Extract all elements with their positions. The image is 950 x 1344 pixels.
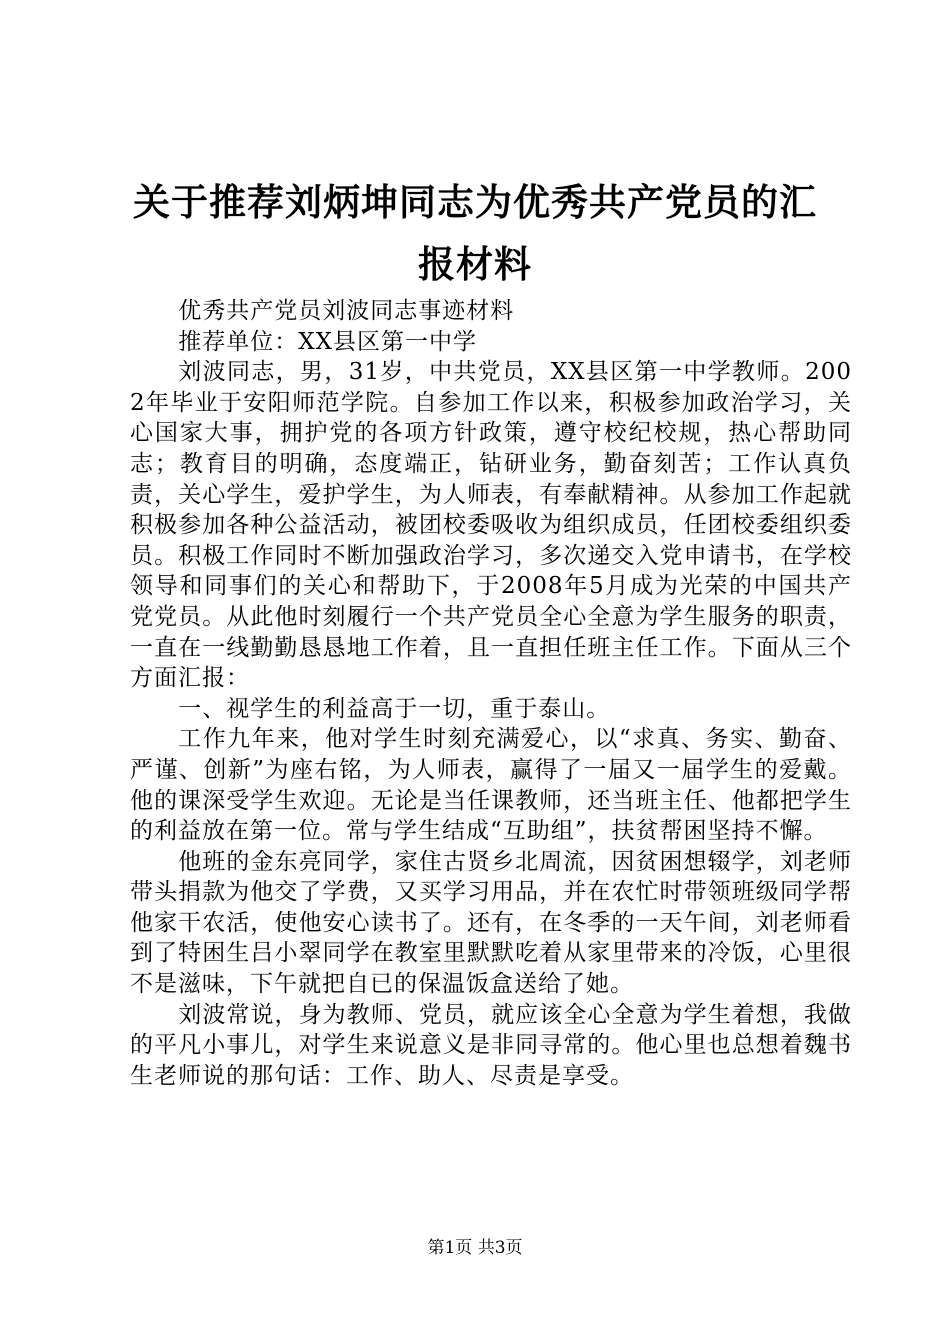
document-title: 关于推荐刘炳坤同志为优秀共产党员的汇报材料 bbox=[133, 181, 817, 286]
document-body bbox=[130, 296, 852, 1091]
page-number-footer: 第1页 共3页 bbox=[427, 1238, 523, 1258]
body-paragraph: 刘波常说，身为教师、党员，就应该全心全意为学生着想，我做的平凡小事儿，对学生来说意义是非同寻常的。他心里也总想着魏书生老师说的那句话：工作、助人、尽责是享受。 bbox=[130, 1001, 852, 1089]
subtitle-paragraph: 优秀共产党员刘波同志事迹材料 bbox=[178, 298, 515, 324]
body-paragraph: 工作九年来，他对学生时刻充满爱心，以“求真、务实、勤奋、严谨、创新”为座右铭，为人师表，赢得了一届又一届学生的爱戴。他的课深受学生欢迎。无论是当任课教师，还当班主任、他都把学生的利益放在第一位。常与学生结成“互助组”，扶贫帮困坚持不懈。 bbox=[130, 726, 852, 845]
section-heading: 一、视学生的利益高于一切，重于泰山。 bbox=[178, 695, 611, 722]
recommending-unit-paragraph: 推荐单位：XX县区第一中学 bbox=[178, 328, 478, 355]
body-paragraph: 刘波同志，男，31岁，中共党员，XX县区第一中学教师。2002年毕业于安阳师范学院。自参加工作以来，积极参加政治学习，关心国家大事，拥护党的各项方针政策，遵守校纪校规，热心帮助同志；教育目的明确，态度端正，钻研业务，勤奋刻苦；工作认真负责，关心学生，爱护学生，为人师表，有奉献精神。从参加工作起就积极参加各种公益活动，被团校委吸收为组织成员，任团校委组织委员。积极工作同时不断加强政治学习，多次递交入党申请书，在学校领导和同事们的关心和帮助下，于2008年5月成为光荣的中国共产党党员。从此他时刻履行一个共产党员全心全意为学生服务的职责，一直在一线勤勤恳恳地工作着，且一直担任班主任工作。下面从三个方面汇报： bbox=[130, 359, 852, 692]
body-paragraph: 他班的金东亮同学，家住古贤乡北周流，因贫困想辍学，刘老师带头捐款为他交了学费，又买学习用品，并在农忙时带领班级同学帮他家干农活，使他安心读书了。还有，在冬季的一天午间，刘老师看到了特困生吕小翠同学在教室里默默吃着从家里带来的冷饭，心里很不是滋味，下午就把自已的保温饭盒送给了她。 bbox=[130, 848, 852, 998]
